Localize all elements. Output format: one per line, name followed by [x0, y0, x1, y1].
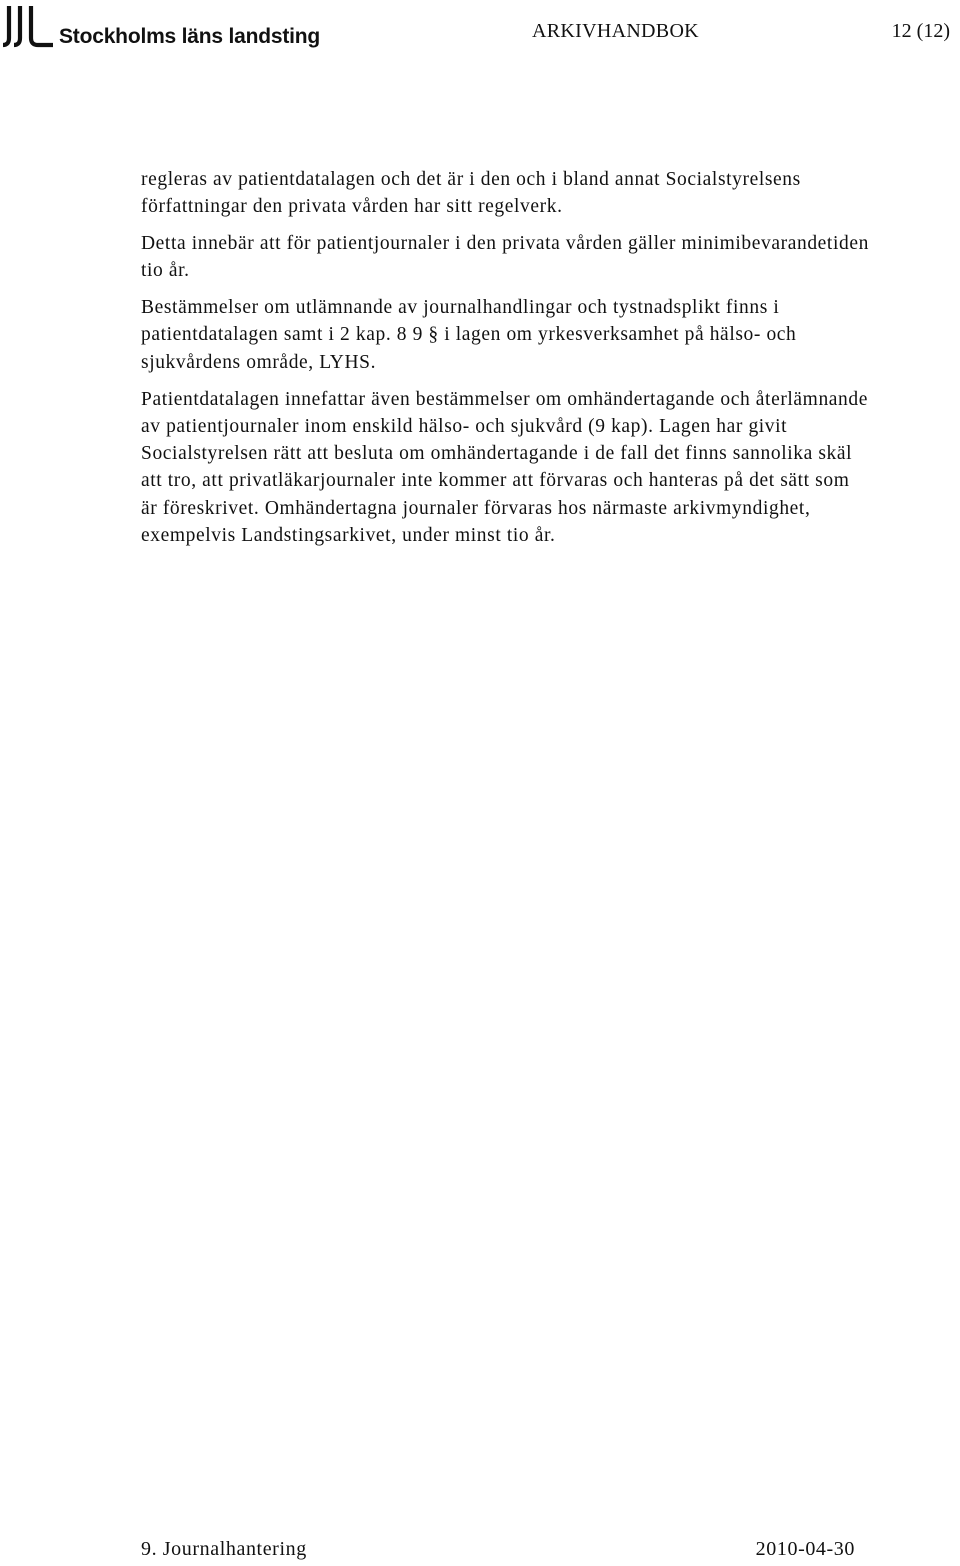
paragraph: Detta innebär att för patientjournaler i den privata vården gäller minimibevarandetiden tio år.: [141, 233, 869, 282]
logo: [3, 2, 320, 48]
sll-logo-icon: [3, 4, 53, 48]
paragraph: Bestämmelser om utlämnande av journalhandlingar och tystnadsplikt finns i patientdatalagen samt i 2 kap. 8 9 § i lagen om yrkesverksamhet på hälso- och sjukvårdens område, LYHS.: [141, 297, 797, 373]
body-text: [141, 166, 871, 559]
footer-date: 2010-04-30: [755, 1538, 855, 1560]
paragraph: regleras av patientdatalagen och det är i den och i bland annat Socialstyrelsens författningar den privata vården har sitt regelverk.: [141, 169, 801, 218]
page-number: 12 (12): [891, 20, 950, 42]
document-title: ARKIVHANDBOK: [532, 20, 699, 42]
footer-section: 9. Journalhantering: [141, 1538, 307, 1560]
paragraph: Patientdatalagen innefattar även bestämmelser om omhändertagande och återlämnande av patientjournaler inom enskild hälso- och sjukvård (9 kap). Lagen har givit Socialstyrelsen rätt att besluta om omhändertagande i de fall det finns sannolika skäl att tro, att privatläkarjournaler inte kommer att förvaras och hanteras på det sätt som är föreskrivet. Omhändertagna journaler förvaras hos närmaste arkivmyndighet, exempelvis Landstingsarkivet, under minst tio år.: [141, 388, 869, 547]
logo-text: Stockholms läns landsting: [59, 25, 321, 48]
